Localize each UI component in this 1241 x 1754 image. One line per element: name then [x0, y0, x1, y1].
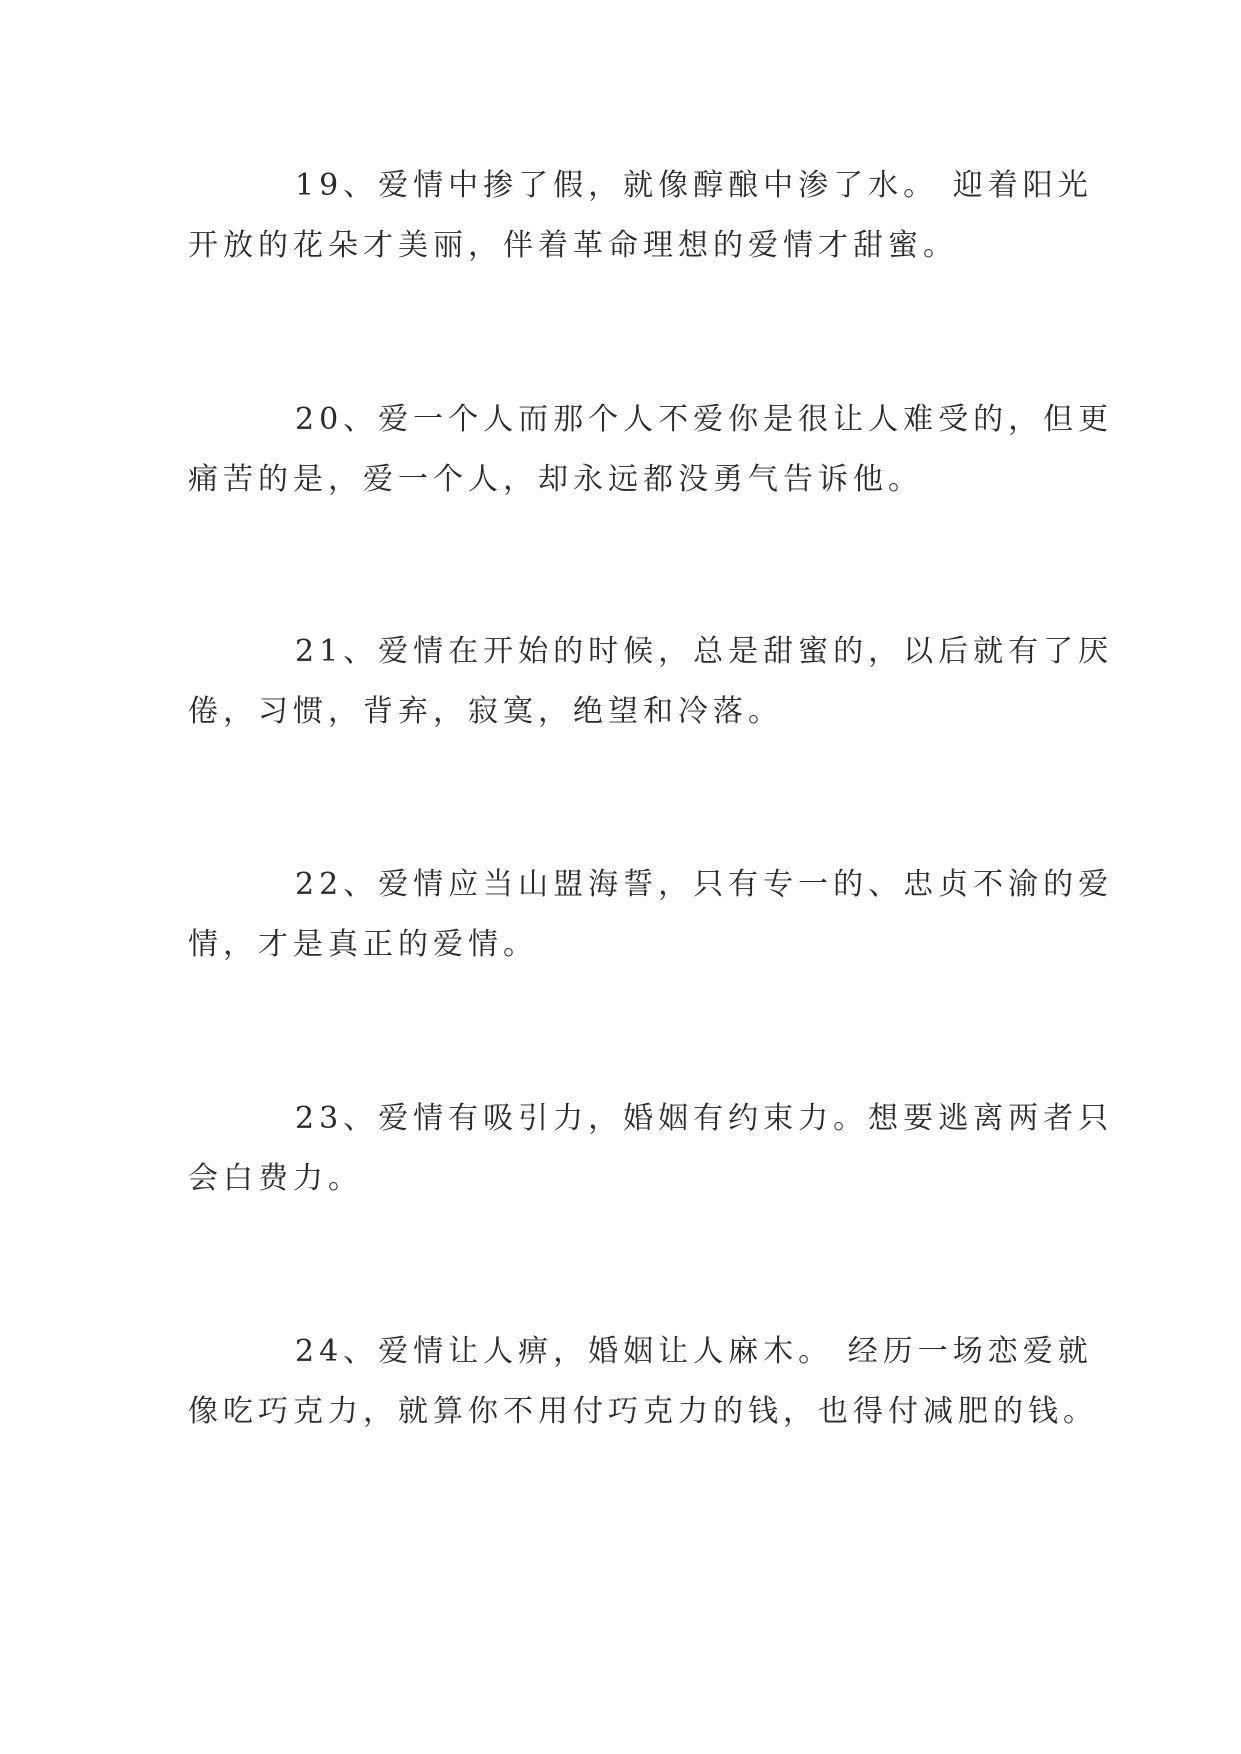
quote-paragraph-24 [188, 1322, 1098, 1442]
paragraph-line: 22、爱情应当山盟海誓，只有专一的、忠贞不渝的爱 [295, 867, 1114, 902]
paragraph-line: 像吃巧克力，就算你不用付巧克力的钱，也得付减肥的钱。 [188, 1394, 1098, 1429]
paragraph-line: 倦，习惯，背弃，寂寞，绝望和冷落。 [188, 694, 783, 729]
paragraph-line: 24、爱情让人痹，婚姻让人麻木。 经历一场恋爱就 [295, 1334, 1093, 1369]
paragraph-line: 19、爱情中掺了假，就像醇酿中渗了水。 迎着阳光 [295, 168, 1093, 203]
paragraph-line: 开放的花朵才美丽，伴着革命理想的爱情才甜蜜。 [188, 228, 958, 263]
quote-paragraph-21 [188, 622, 1114, 742]
quote-paragraph-22 [188, 855, 1114, 975]
quote-paragraph-19 [188, 156, 1093, 276]
paragraph-line: 20、爱一个人而那个人不爱你是很让人难受的，但更 [295, 402, 1114, 437]
quote-paragraph-23 [188, 1089, 1114, 1209]
paragraph-line: 会白费力。 [188, 1161, 363, 1196]
paragraph-line: 21、爱情在开始的时候，总是甜蜜的，以后就有了厌 [295, 634, 1114, 669]
paragraph-line: 痛苦的是，爱一个人，却永远都没勇气告诉他。 [188, 462, 923, 497]
paragraph-line: 情，才是真正的爱情。 [188, 927, 538, 962]
quote-paragraph-20 [188, 390, 1114, 510]
paragraph-line: 23、爱情有吸引力，婚姻有约束力。想要逃离两者只 [295, 1101, 1114, 1136]
